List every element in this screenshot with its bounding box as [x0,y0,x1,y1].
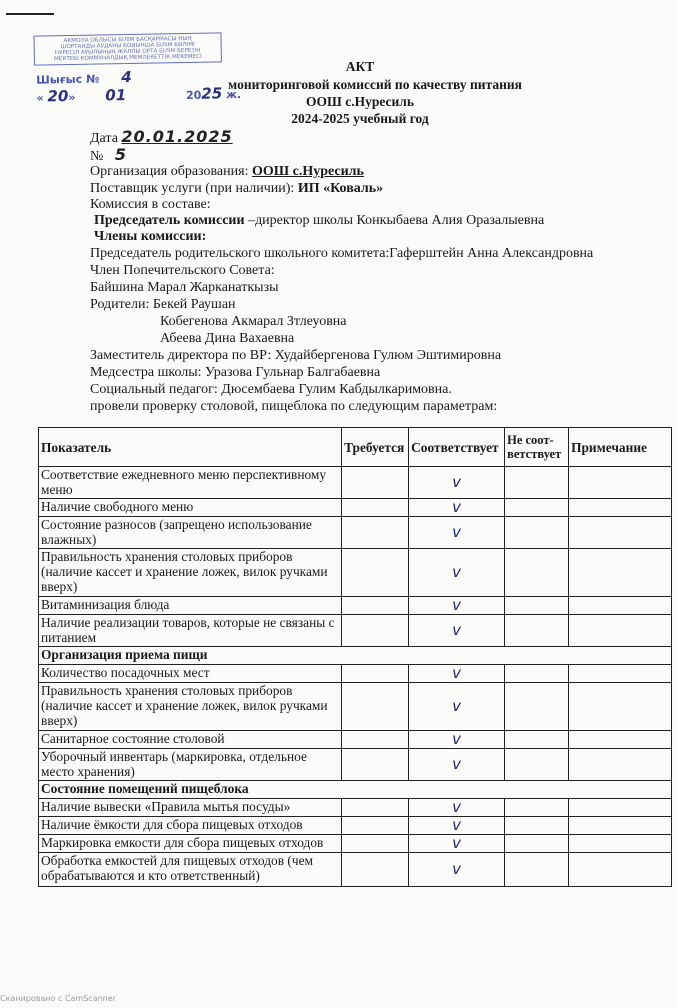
required-cell [342,817,409,835]
check-mark-icon: v [452,816,462,834]
noncompliant-cell [505,549,569,597]
outgoing-stamp [33,32,242,106]
check-mark-icon: v [452,860,462,878]
indicator-cell: Наличие свободного меню [39,499,342,517]
required-cell [342,665,409,683]
inspection-table [38,427,672,887]
stamp-date-prefix: « [36,91,44,105]
check-mark-icon: v [452,798,462,816]
table-row [39,467,672,499]
date-value: 20.01.2025 [121,127,233,146]
noncompliant-cell [505,499,569,517]
organization-value: ООШ с.Нуресиль [251,164,364,179]
stamp-date-year-prefix: 20 [185,88,202,103]
table-row [39,817,672,835]
noncompliant-cell [505,749,569,781]
parents-label: Родители: [90,297,153,312]
parent-committee: Председатель родительского школьного комитета:Гаферштейн Анна Александровна [90,246,594,261]
noncompliant-cell [505,817,569,835]
stamp-date-day: 20 [47,87,69,106]
note-cell [569,799,672,817]
note-cell [569,665,672,683]
indicator-cell: Уборочный инвентарь (маркировка, отдельное место хранения) [39,749,342,781]
table-section-row [39,647,672,665]
note-cell [569,817,672,835]
table-row [39,517,672,549]
note-cell [569,467,672,499]
noncompliant-cell [505,799,569,817]
indicator-cell: Соответствие ежедневного меню перспективному меню [39,467,342,499]
table-body [39,467,672,887]
table-row [39,597,672,615]
compliant-cell [409,731,505,749]
table-row [39,499,672,517]
noncompliant-cell [505,615,569,647]
note-cell [569,499,672,517]
stamp-line: АКМОЛА ОБЛЫСЫ БІЛІМ БАСҚАРМАСЫ НЫҢ [63,35,192,45]
members-label: Члены комиссии: [94,229,207,244]
parent-name: Бекей Раушан [152,297,236,312]
document-year: 2024-2025 учебный год [291,111,429,126]
indicator-cell: Витаминизация блюда [39,597,342,615]
note-cell [569,517,672,549]
required-cell [342,615,409,647]
parent-name: Кобегенова Акмарал Зтлеуовна [160,314,347,329]
stamp-number [36,68,132,88]
indicator-cell: Состояние разносов (запрещено использование влажных) [39,517,342,549]
check-mark-icon: v [452,473,462,491]
date-line [90,128,233,147]
note-cell [569,683,672,731]
noncompliant-cell [505,835,569,853]
organization-label: Организация образования: [90,164,252,179]
stamp-date-month: 01 [105,86,127,105]
compliant-cell [409,467,505,499]
note-cell [569,731,672,749]
check-mark-icon: v [452,697,462,715]
required-cell [342,597,409,615]
compliant-cell [409,683,505,731]
table-row [39,615,672,647]
required-cell [342,731,409,749]
table-row [39,799,672,817]
indicator-cell: Маркировка емкости для сбора пищевых отходов [39,835,342,853]
chair-label: Председатель комиссии [94,213,245,228]
section-title: Организация приема пищи [39,647,672,665]
check-mark-icon: v [452,596,462,614]
parents-line [90,296,236,313]
commission-label: Комиссия в составе: [90,197,211,212]
check-mark-icon: v [452,621,462,639]
compliant-cell [409,517,505,549]
document-title: АКТ [345,59,375,74]
compliant-cell [409,853,505,887]
note-cell [569,749,672,781]
required-cell [342,749,409,781]
compliant-cell [409,835,505,853]
document-subtitle: мониторинговой комиссий по качеству питания [228,77,522,92]
note-cell [569,835,672,853]
check-mark-icon: v [452,755,462,773]
required-cell [342,799,409,817]
noncompliant-cell [505,731,569,749]
indicator-cell: Правильность хранения столовых приборов (наличие кассет и хранение ложек, вилок ручками вверх) [39,549,342,597]
noncompliant-cell [505,467,569,499]
board-member: Байшина Марал Жарканаткызы [90,280,279,295]
indicator-cell: Наличие ёмкости для сбора пищевых отходов [39,817,342,835]
table-header-row [39,428,672,467]
required-cell [342,853,409,887]
col-indicator: Показатель [39,428,342,467]
social-pedagogue: Социальный педагог: Дюсембаева Гулим Кабдылкаримовна. [90,382,452,397]
stamp-number-value: 4 [121,67,132,87]
compliant-cell [409,549,505,597]
stamp-box [33,32,221,65]
indicator-cell: Количество посадочных мест [39,665,342,683]
parent-name: Абеева Дина Вахаевна [160,331,295,346]
stamp-date-mid: » [68,90,76,105]
stamp-line: МЕКТЕБІ КОММУНАЛДЫҚ МЕМЛЕКЕТТІК МЕКЕМЕСІ [53,53,202,63]
table-row [39,749,672,781]
compliant-cell [409,597,505,615]
noncompliant-cell [505,665,569,683]
table-row [39,835,672,853]
check-mark-icon: v [452,523,462,541]
board-label: Член Попечительского Совета: [90,263,275,278]
stamp-line: НҰРЕСІЛ АУЫЛЫНЫҢ ЖАЛПЫ ОРТА БІЛІМ БЕРЕТІН [54,47,201,57]
compliant-cell [409,799,505,817]
required-cell [342,517,409,549]
indicator-cell: Обработка емкостей для пищевых отходов (чем обрабатываются и кто ответственный) [39,853,342,887]
chair-value: –директор школы Конкыбаева Алия Оразалыевна [244,213,545,228]
school-nurse: Медсестра школы: Уразова Гульнар Балгабаевна [90,365,381,380]
table-row [39,731,672,749]
col-note: Примечание [569,428,672,467]
note-cell [569,615,672,647]
required-cell [342,499,409,517]
compliant-cell [409,665,505,683]
compliant-cell [409,817,505,835]
number-label: № [90,149,104,164]
note-cell [569,597,672,615]
noncompliant-cell [505,683,569,731]
note-cell [569,549,672,597]
compliant-cell [409,615,505,647]
stamp-number-label: Шығыс № [36,72,100,87]
check-mark-icon: v [452,664,462,682]
scanner-footer: Сканировано с CamScanner [0,994,116,1003]
required-cell [342,835,409,853]
required-cell [342,683,409,731]
organization-line [90,163,364,180]
compliant-cell [409,749,505,781]
noncompliant-cell [505,517,569,549]
col-compliant: Соответствует [409,428,505,467]
col-noncompliant: Не соот-ветствует [505,428,569,467]
stamp-line: ШОРТАНДЫ АУДАНЫ БОЙЫНША БІЛІМ БӨЛІМІ [60,41,195,51]
indicator-cell: Санитарное состояние столовой [39,731,342,749]
table-row [39,683,672,731]
table-row [39,853,672,887]
required-cell [342,549,409,597]
stamp-date-year: 25 [201,84,223,103]
conducted-text: провели проверку столовой, пищеблока по следующим параметрам: [90,399,498,414]
chair-line [94,212,544,229]
scan-edge-mark [6,13,54,15]
document-school: ООШ с.Нуресиль [306,94,414,109]
table-section-row [39,781,672,799]
compliant-cell [409,499,505,517]
date-label: Дата [90,131,118,146]
check-mark-icon: v [452,498,462,516]
indicator-cell: Правильность хранения столовых приборов (наличие кассет и хранение ложек, вилок ручками вверх) [39,683,342,731]
stamp-date-suffix: ж. [225,88,242,102]
stamp-date [36,84,242,106]
note-cell [569,853,672,887]
number-value: 5 [114,145,127,164]
noncompliant-cell [505,853,569,887]
indicator-cell: Наличие вывески «Правила мытья посуды» [39,799,342,817]
check-mark-icon: v [452,730,462,748]
table-row [39,665,672,683]
check-mark-icon: v [452,563,462,581]
check-mark-icon: v [452,834,462,852]
supplier-label: Поставщик услуги (при наличии): [90,181,298,196]
noncompliant-cell [505,597,569,615]
section-title: Состояние помещений пищеблока [39,781,672,799]
supplier-line [90,180,383,197]
deputy-director: Заместитель директора по ВР: Худайбергенова Гулюм Эштимировна [90,348,502,363]
indicator-cell: Наличие реализации товаров, которые не связаны с питанием [39,615,342,647]
required-cell [342,467,409,499]
supplier-value: ИП «Коваль» [297,181,384,196]
col-required: Требуется [342,428,409,467]
table-row [39,549,672,597]
